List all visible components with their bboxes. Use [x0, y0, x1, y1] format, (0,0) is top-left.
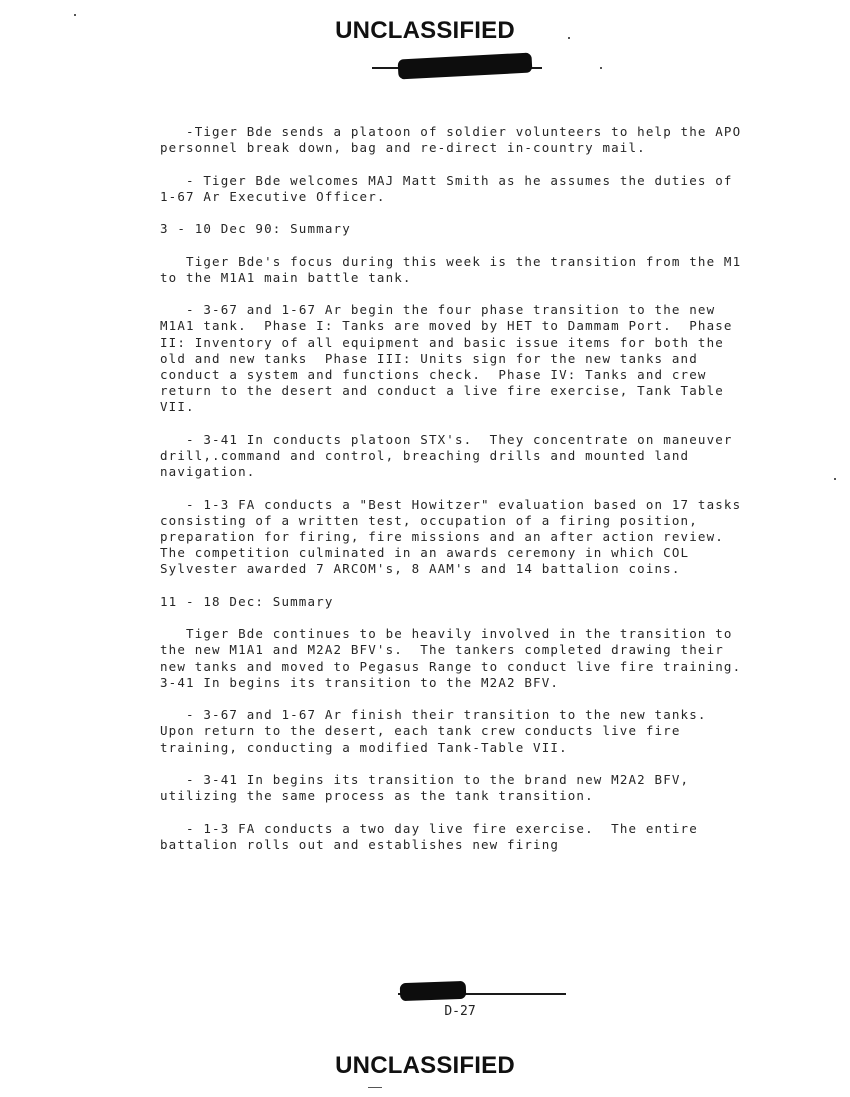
summary-heading-dec-11-18: 11 - 18 Dec: Summary	[160, 593, 334, 609]
scan-speck	[600, 67, 602, 69]
paragraph-platoon-stx: - 3-41 In conducts platoon STX's. They concentrate on maneuver drill,.command and control, breaching drills and mounted land navigation.	[160, 431, 742, 480]
paragraph-best-howitzer: - 1-3 FA conducts a "Best Howitzer" evaluation based on 17 tasks consisting of a written test, occupation of a firing position, preparation for firing, fire missions and an after action review. The competition culminated in an awards ceremony in which COL Sylvester awarded 7 ARCOM's, 8 AAM's and 14 battalion coins.	[160, 496, 750, 577]
memo-body	[160, 124, 759, 869]
scan-speck	[834, 478, 836, 480]
paragraph-tank-transition-finish: - 3-67 and 1-67 Ar finish their transition to the new tanks. Upon return to the desert, each tank crew conducts live fire training, conducting a modified Tank-Table VII.	[160, 707, 724, 755]
scan-speck	[74, 14, 76, 16]
scan-speck	[568, 37, 570, 39]
paragraph-apo-mail: -Tiger Bde sends a platoon of soldier volunteers to help the APO personnel break down, bag and re-direct in-country mail.	[160, 124, 750, 156]
bottom-redaction-mark	[400, 981, 467, 1001]
paragraph-transition-summary: Tiger Bde continues to be heavily involved in the transition to the new M1A1 and M2A2 BFV's. The tankers completed drawing their new tanks and moved to Pegasus Range to conduct live fire training. 3-41 In begins its transition to the M2A2 BFV.	[160, 626, 759, 690]
paragraph-tank-phases: - 3-67 and 1-67 Ar begin the four phase transition to the new M1A1 tank. Phase I: Tanks are moved by HET to Dammam Port. Phase II: Inventory of all equipment and basic issue items for both the old and new tanks Phase III: Units sign for the new tanks and conduct a system and functions check. Phase IV: Tanks and crew return to the desert and conduct a live fire exercise, Tank Table VII.	[160, 302, 742, 415]
scan-speck	[368, 1087, 382, 1088]
paragraph-bfv-transition: - 3-41 In begins its transition to the brand new M2A2 BFV, utilizing the same process as the tank transition.	[160, 771, 698, 804]
page-number: D-27	[444, 1004, 476, 1019]
classification-header: UNCLASSIFIED	[335, 17, 515, 44]
summary-heading-dec-3-10: 3 - 10 Dec 90: Summary	[160, 221, 351, 237]
paragraph-xo-welcome: - Tiger Bde welcomes MAJ Matt Smith as he assumes the duties of 1-67 Ar Executive Officer.	[160, 172, 742, 204]
paragraph-week-focus: Tiger Bde's focus during this week is the transition from the M1 to the M1A1 main battle tank.	[160, 253, 750, 285]
classification-footer: UNCLASSIFIED	[335, 1052, 515, 1079]
paragraph-live-fire-exercise: - 1-3 FA conducts a two day live fire exercise. The entire battalion rolls out and establishes new firing	[160, 820, 707, 852]
top-redaction-mark	[398, 53, 533, 80]
